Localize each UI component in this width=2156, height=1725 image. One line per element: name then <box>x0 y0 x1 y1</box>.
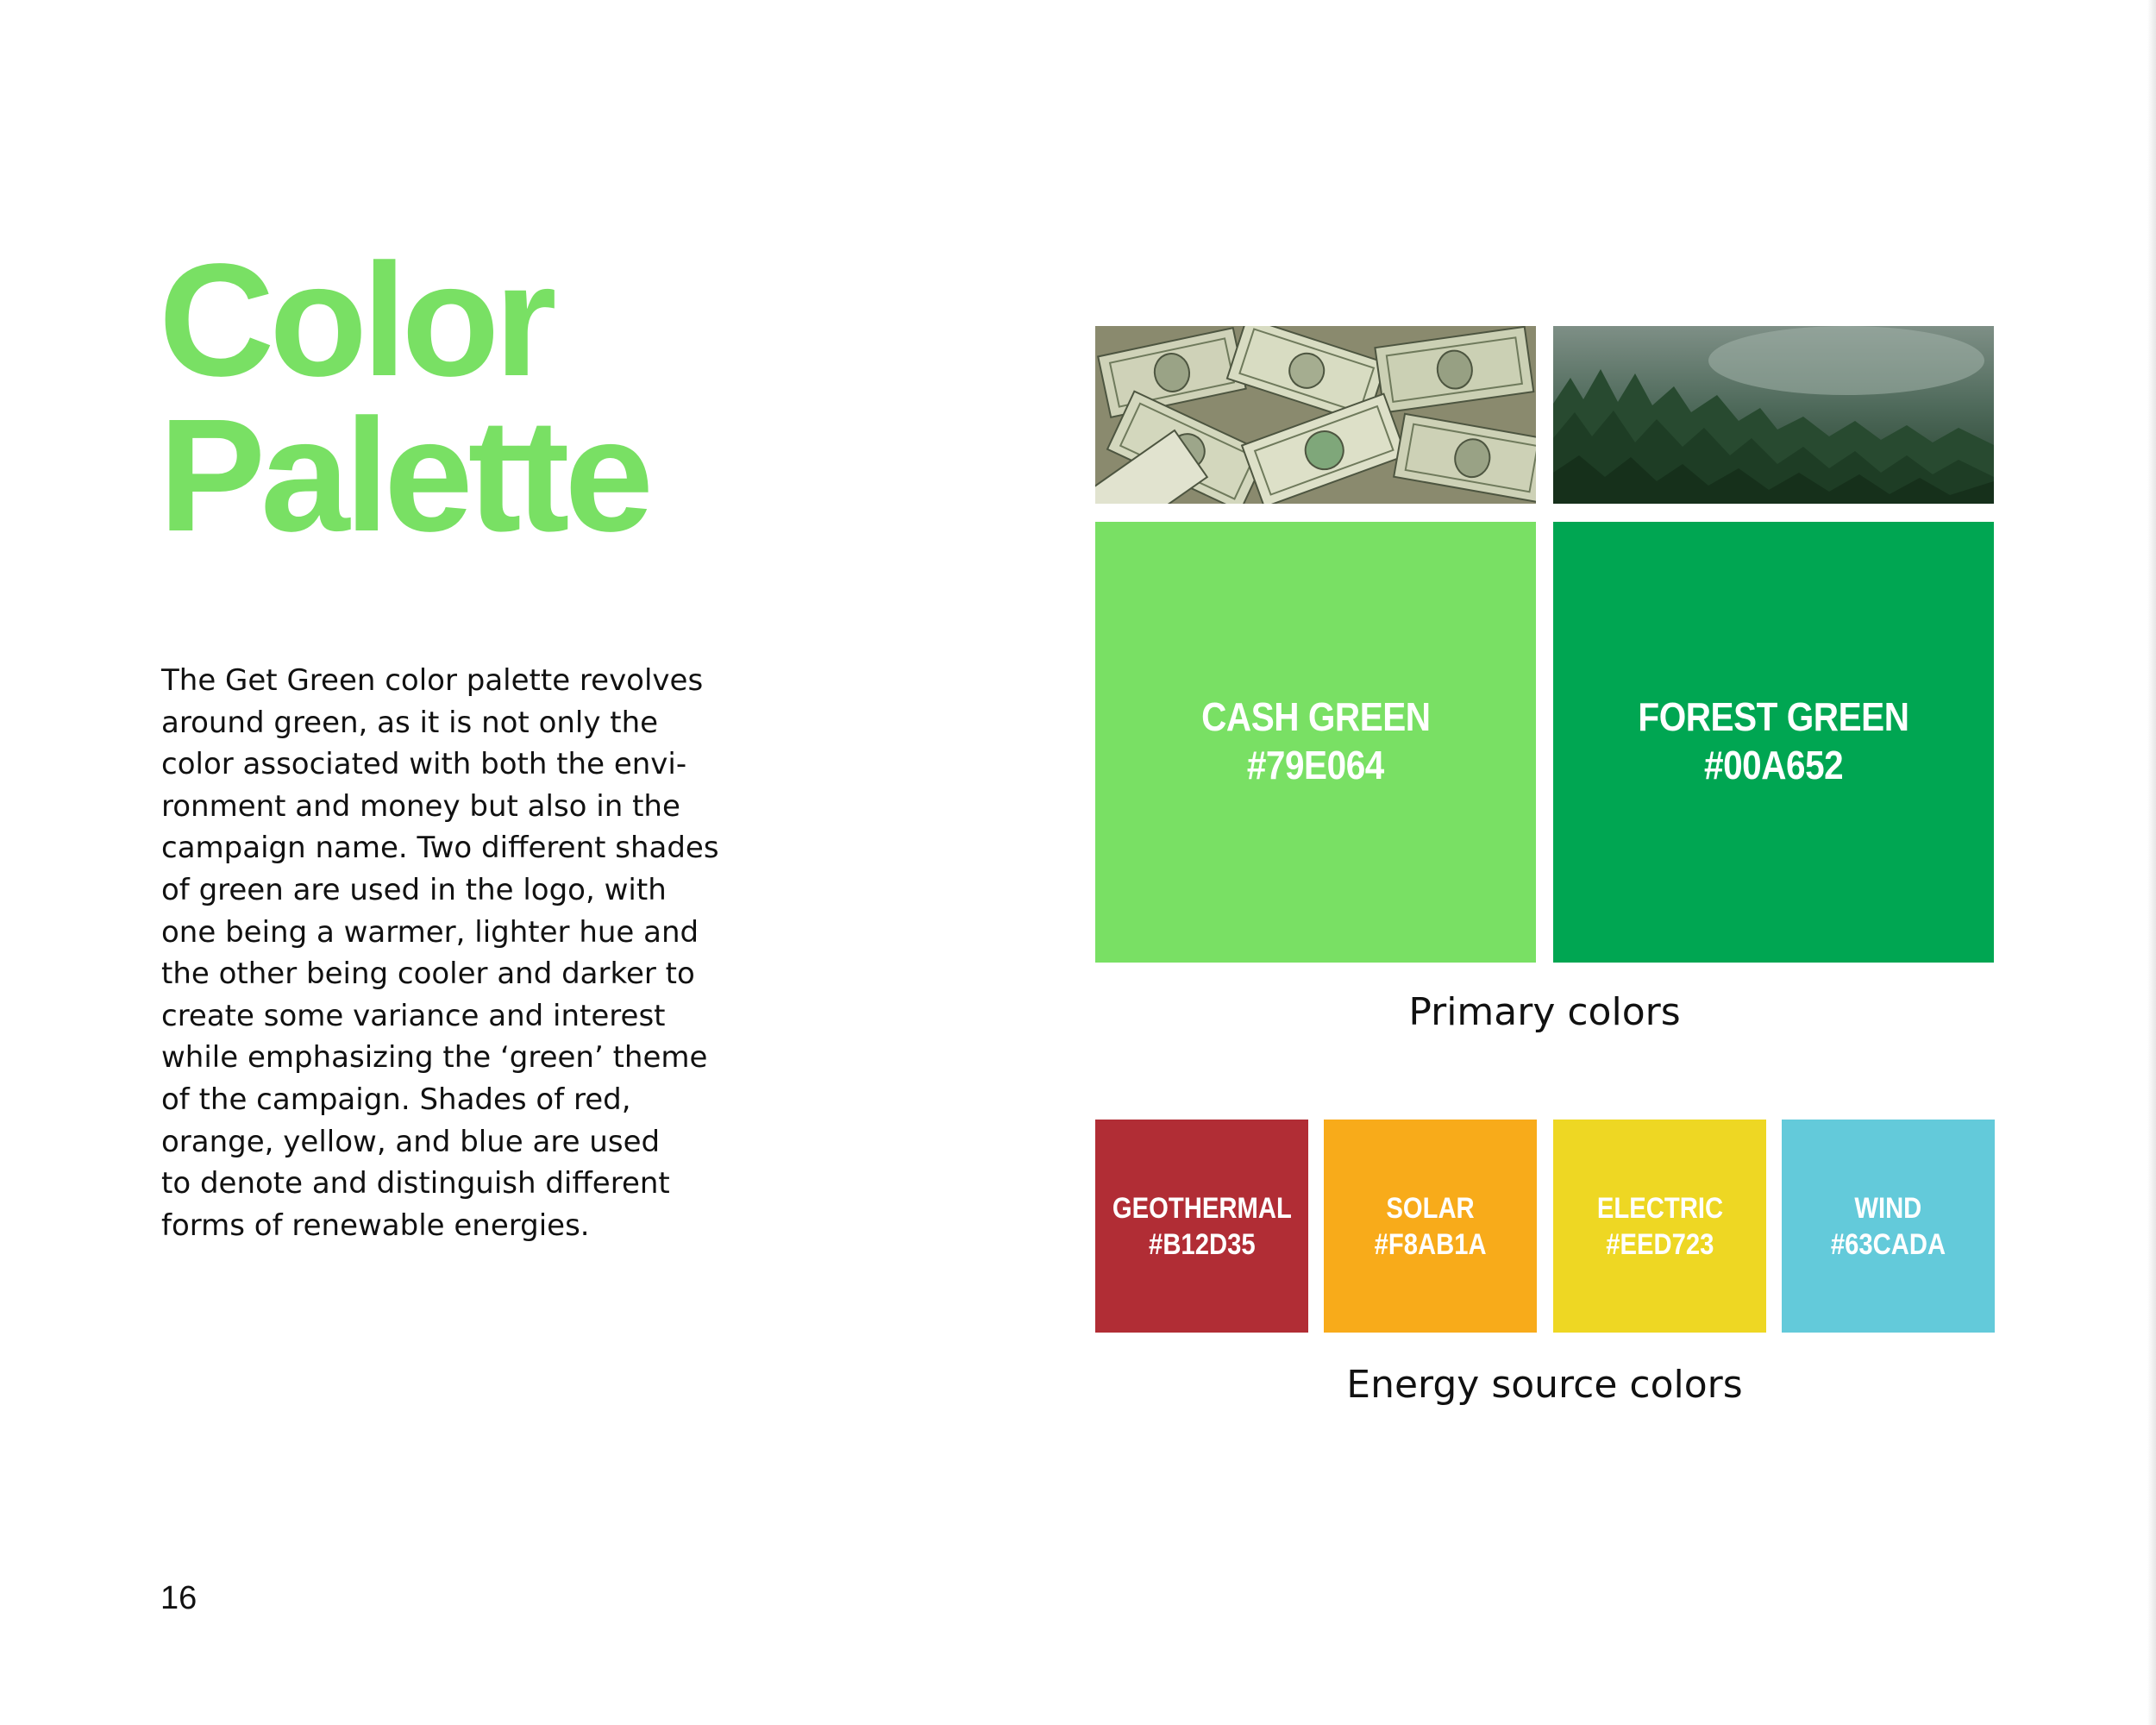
swatch-name: ELECTRIC <box>1596 1191 1723 1225</box>
swatch-hex: #00A652 <box>1703 742 1844 787</box>
swatch-name: WIND <box>1854 1191 1922 1225</box>
title-line-2: Palette <box>159 386 649 565</box>
swatch-electric <box>1553 1120 1766 1333</box>
swatch-solar <box>1324 1120 1537 1333</box>
swatch-name: SOLAR <box>1386 1191 1475 1225</box>
swatch-cash-green <box>1095 522 1536 963</box>
swatch-name: FOREST GREEN <box>1638 693 1909 739</box>
forest-photo-image <box>1553 326 1994 504</box>
swatch-forest-green <box>1553 522 1994 963</box>
swatch-name: GEOTHERMAL <box>1112 1191 1292 1225</box>
page-title <box>159 231 849 565</box>
swatch-hex: #63CADA <box>1830 1227 1946 1261</box>
cash-photo <box>1095 326 1536 504</box>
page-number: 16 <box>160 1580 197 1616</box>
primary-colors-caption: Primary colors <box>1408 990 1681 1034</box>
title-line-1: Color <box>159 231 552 410</box>
swatch-wind <box>1782 1120 1995 1333</box>
body-paragraph: The Get Green color palette revolves around green, as it is not only the color associated with both the envi- ronment and money but also in the campaign name. Two different shades of green are used in the logo, with one being a warmer, lighter hue and the other being cooler and darker to create some variance and interest while emphasizing the ‘green’ theme of the campaign. Shades of red, orange, yellow, and blue are used to denote and distinguish different forms of renewable energies. <box>161 663 719 1243</box>
energy-colors-caption: Energy source colors <box>1346 1363 1743 1407</box>
forest-photo <box>1553 326 1994 504</box>
page-edge-shadow <box>2147 0 2156 1725</box>
swatch-hex: #EED723 <box>1605 1227 1714 1261</box>
cash-photo-image <box>1095 326 1536 504</box>
swatch-hex: #F8AB1A <box>1374 1227 1487 1261</box>
swatch-name: CASH GREEN <box>1200 693 1431 739</box>
swatch-hex: #B12D35 <box>1148 1227 1256 1261</box>
swatch-geothermal <box>1095 1120 1308 1333</box>
swatch-hex: #79E064 <box>1246 742 1385 787</box>
